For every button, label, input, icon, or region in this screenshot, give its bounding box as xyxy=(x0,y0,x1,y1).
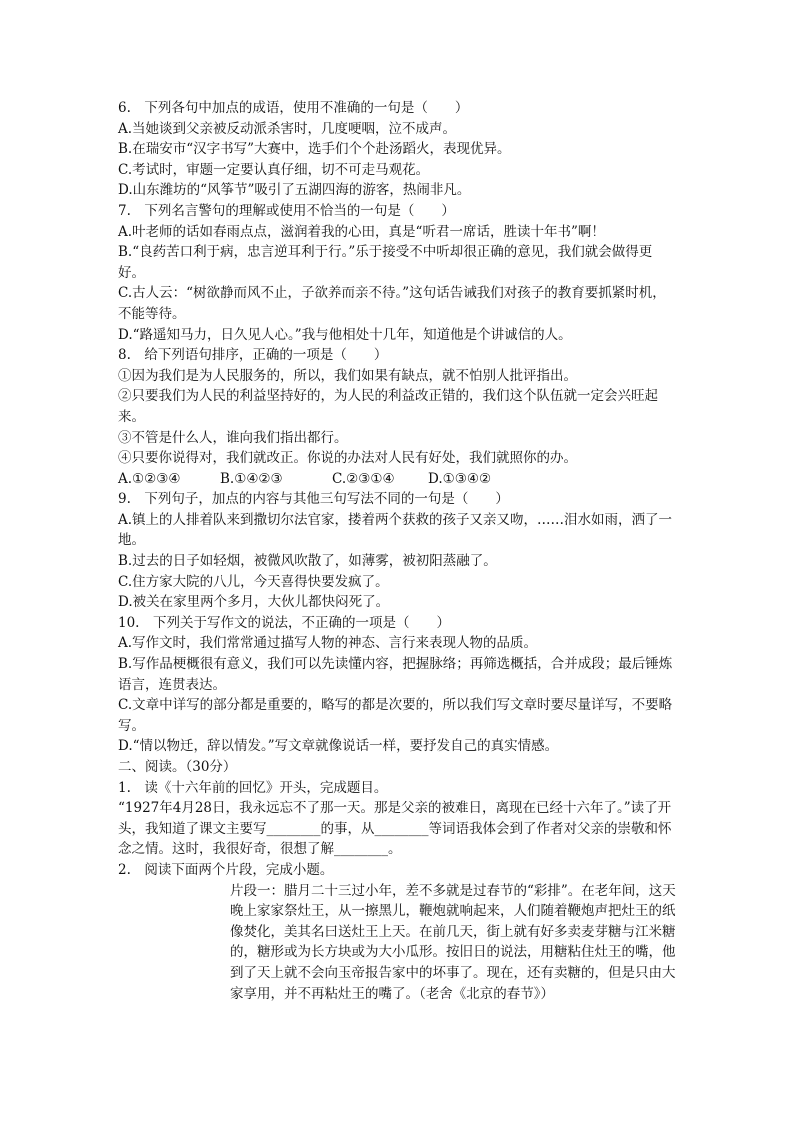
q6-option-b: B.在瑞安市“汉字书写”大赛中，选手们个个赴汤蹈火，表现优异。 xyxy=(118,141,511,158)
q8-sentence-4: ④只要你说得对，我们就改正。你说的办法对人民有好处，我们就照你的办。 xyxy=(118,450,577,467)
q10-stem: 10. 下列关于写作文的说法，不正确的一项是（ ） xyxy=(118,614,450,631)
q7-stem: 7. 下列名言警句的理解或使用不恰当的一句是（ ） xyxy=(118,202,455,219)
q6-stem: 6. 下列各句中加点的成语，使用不准确的一句是（ ） xyxy=(118,100,469,116)
q10-option-c: C.文章中详写的部分都是重要的，略写的都是次要的，所以我们写文章时要尽量详写，不要略写。 xyxy=(118,697,673,734)
q8-option-d: D.①③④② xyxy=(428,470,492,487)
reading-q2-stem: 2. 阅读下面两个片段，完成小题。 xyxy=(118,861,334,878)
reading-q1-stem: 1. 读《十六年前的回忆》开头，完成题目。 xyxy=(118,779,388,796)
q8-sentence-1: ①因为我们是为人民服务的，所以，我们如果有缺点，就不怕别人批评指出。 xyxy=(118,367,577,384)
q8-option-b: B.①④②③ xyxy=(220,470,283,487)
q7-option-a: A.叶老师的话如春雨点点，滋润着我的心田，真是“听君一席话，胜读十年书”啊！ xyxy=(118,223,605,240)
q6-option-a: A.当她谈到父亲被反动派杀害时，几度哽咽，泣不成声。 xyxy=(118,120,457,137)
q9-option-d: D.被关在家里两个多月，大伙儿都快闷死了。 xyxy=(118,594,390,611)
q7-option-d: D.“路遥知马力，日久见人心。”我与他相处十几年，知道他是个讲诚信的人。 xyxy=(118,326,572,343)
q10-option-b: B.写作品梗概很有意义，我们可以先读懂内容，把握脉络；再筛选概括，合并成段；最后锤炼语言，连贯表达。 xyxy=(118,656,673,693)
q6-option-c: C.考试时，审题一定要认真仔细，切不可走马观花。 xyxy=(118,161,430,178)
q9-option-c: C.住方家大院的八儿，今天喜得快要发疯了。 xyxy=(118,573,389,590)
q10-option-d: D.“情以物迁，辞以情发。”写文章就像说话一样，要抒发自己的真实情感。 xyxy=(118,738,559,755)
section-2-heading: 二、阅读。（30分） xyxy=(118,759,237,775)
q8-stem: 8. 给下列语句排序，正确的一项是（ ） xyxy=(118,347,388,364)
reading-q1-body: “1927年4月28日，我永远忘不了那一天。那是父亲的被难日，离现在已经十六年了。”读了开头，我知道了课文主要写________的事，从________等词语我体会到了作者对父亲的崇敬和怀念之情。这时，我很好奇，很想了解________。 xyxy=(118,800,672,858)
q7-option-c: C.古人云：“树欲静而风不止，子欲养而亲不待。”这句话告诫我们对孩子的教育要抓紧时机，不能等待。 xyxy=(118,285,666,322)
q10-option-a: A.写作文时，我们常常通过描写人物的神态、言行来表现人物的品质。 xyxy=(118,635,538,652)
q8-sentence-3: ③不管是什么人，谁向我们指出都行。 xyxy=(118,429,348,446)
q8-option-c: C.②③①④ xyxy=(332,470,395,487)
q8-sentence-2: ②只要我们为人民的利益坚持好的，为人民的利益改正错的，我们这个队伍就一定会兴旺起来。 xyxy=(118,388,658,425)
q8-options xyxy=(118,469,678,490)
q6-option-d: D.山东潍坊的“风筝节”吸引了五湖四海的游客，热闹非凡。 xyxy=(118,182,471,199)
q9-option-a: A.镇上的人排着队来到撒切尔法官家，搂着两个获救的孩子又亲又吻，……泪水如雨，洒了一地。 xyxy=(118,511,673,549)
reading-fragment-1: 片段一：腊月二十三过小年，差不多就是过春节的“彩排”。在老年间，这天晚上家家祭灶王，从一擦黑儿，鞭炮就响起来，人们随着鞭炮声把灶王的纸像焚化，美其名曰送灶王上天。在前几天，街上就有好多卖麦芽糖与江米糖的，糖形或为长方块或为大小瓜形。按旧日的说法，用糖粘住灶王的嘴，他到了天上就不会向玉帝报告家中的坏事了。现在，还有卖糖的，但是只由大家享用，并不再粘灶王的嘴了。（老舍《北京的春节》） xyxy=(230,882,676,1002)
page-content xyxy=(118,98,678,1004)
q7-option-b: B.“良药苦口利于病，忠言逆耳利于行。”乐于接受不中听却很正确的意见，我们就会做得更好。 xyxy=(118,244,653,281)
q8-option-a: A.①②③④ xyxy=(118,470,181,487)
q9-option-b: B.过去的日子如轻烟，被微风吹散了，如薄雾，被初阳蒸融了。 xyxy=(118,553,497,570)
q9-stem: 9. 下列句子，加点的内容与其他三句写法不同的一句是（ ） xyxy=(118,491,509,508)
